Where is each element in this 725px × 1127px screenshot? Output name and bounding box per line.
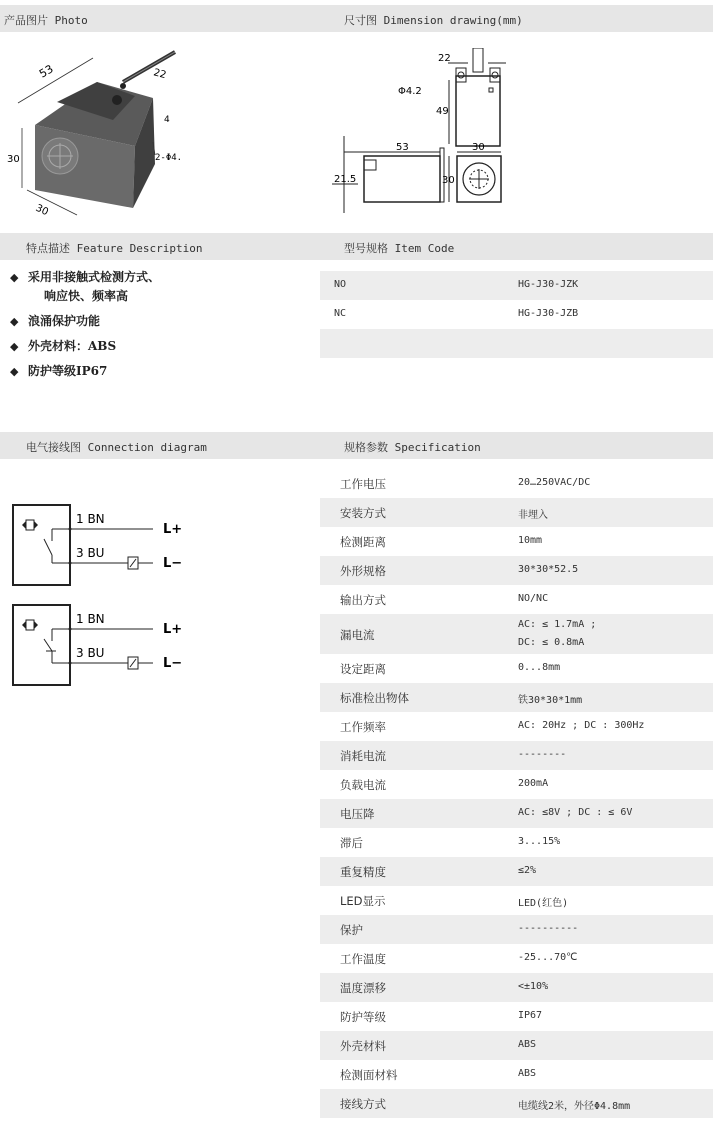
table-row bbox=[320, 741, 713, 770]
spec-key: 温度漂移 bbox=[340, 981, 386, 995]
table-row bbox=[320, 585, 713, 614]
connection-diagram bbox=[8, 495, 218, 695]
d1-bu-label: 3 BU bbox=[76, 546, 105, 560]
table-row bbox=[320, 1031, 713, 1060]
d2-lminus-label: L− bbox=[163, 656, 183, 671]
photo-hole-label: 2-Φ4. bbox=[155, 153, 183, 163]
spec-key: 负载电流 bbox=[340, 778, 386, 792]
table-row bbox=[320, 1060, 713, 1089]
table-row bbox=[320, 857, 713, 886]
diamond-bullet-icon: ◆ bbox=[10, 365, 19, 378]
spec-value: <±10% bbox=[518, 981, 549, 992]
model-code: HG-J30-JZB bbox=[518, 308, 579, 319]
spec-key: 保护 bbox=[340, 923, 363, 937]
spec-value: 10mm bbox=[518, 535, 543, 546]
dim-53-label: 53 bbox=[396, 142, 409, 153]
spec-value: NO/NC bbox=[518, 593, 549, 604]
spec-value: AC: 20Hz ; DC : 300Hz bbox=[518, 720, 645, 731]
table-row bbox=[320, 915, 713, 944]
model-code: HG-J30-JZK bbox=[518, 279, 579, 290]
spec-value: IP67 bbox=[518, 1010, 543, 1021]
connection-header-title: 电气接线图 Connection diagram bbox=[26, 441, 207, 454]
d2-bn-label: 1 BN bbox=[76, 612, 105, 626]
spec-key: 消耗电流 bbox=[340, 749, 386, 763]
photo-cable-label: 22 bbox=[152, 67, 168, 82]
spec-key: 外形规格 bbox=[340, 564, 386, 578]
spec-key: 工作电压 bbox=[340, 477, 386, 491]
specification-header bbox=[320, 432, 713, 459]
spec-value: 30*30*52.5 bbox=[518, 564, 579, 575]
d2-bu-label: 3 BU bbox=[76, 646, 105, 660]
spec-value: 非埋入 bbox=[518, 510, 548, 521]
feature-item bbox=[8, 362, 308, 381]
spec-value: AC: ≤8V ; DC : ≤ 6V bbox=[518, 807, 633, 818]
photo-header bbox=[0, 5, 320, 32]
product-photo bbox=[5, 40, 220, 222]
spec-value: ABS bbox=[518, 1039, 537, 1050]
photo-thickness-label: 4 bbox=[164, 115, 170, 125]
dim-30w-label: 30 bbox=[472, 142, 485, 153]
spec-value: LED(红色) bbox=[518, 898, 569, 909]
dim-top-label: 22 bbox=[438, 53, 451, 64]
spec-value: ABS bbox=[518, 1068, 537, 1079]
table-row bbox=[320, 654, 713, 683]
feature-text: 防护等级IP67 bbox=[28, 364, 108, 378]
dimension-drawing bbox=[328, 48, 518, 218]
d1-bn-label: 1 BN bbox=[76, 512, 105, 526]
spec-value: -------- bbox=[518, 749, 567, 760]
specification-header-title: 规格参数 Specification bbox=[344, 441, 481, 454]
table-row bbox=[320, 498, 713, 527]
dimension-header-title: 尺寸图 Dimension drawing(mm) bbox=[344, 14, 523, 27]
feature-text: 采用非接触式检测方式、 bbox=[28, 270, 161, 284]
table-row bbox=[320, 614, 713, 654]
table-row bbox=[320, 683, 713, 712]
spec-key: 电压降 bbox=[340, 807, 375, 821]
spec-key: 检测面材料 bbox=[340, 1068, 398, 1082]
dim-21-label: 21.5 bbox=[334, 174, 357, 185]
photo-header-title: 产品图片 Photo bbox=[4, 14, 88, 27]
spec-key: 滞后 bbox=[340, 836, 363, 850]
table-row bbox=[320, 944, 713, 973]
specification-table bbox=[320, 469, 713, 1118]
feature-text: 外壳材料：ABS bbox=[28, 339, 117, 353]
photo-width-label: 53 bbox=[37, 62, 56, 81]
table-row bbox=[320, 527, 713, 556]
table-row bbox=[320, 886, 713, 915]
dimension-header bbox=[320, 5, 713, 32]
spec-key: 重复精度 bbox=[340, 865, 386, 879]
spec-key: 工作温度 bbox=[340, 952, 386, 966]
spec-key: 外壳材料 bbox=[340, 1039, 386, 1053]
spec-value-line2: DC: ≤ 0.8mA bbox=[518, 637, 585, 648]
spec-value: -25...70℃ bbox=[518, 952, 578, 963]
feature-list bbox=[8, 268, 308, 387]
spec-key: 接线方式 bbox=[340, 1097, 386, 1111]
spec-key: 工作频率 bbox=[340, 720, 386, 734]
table-row bbox=[320, 556, 713, 585]
photo-depth-label: 30 bbox=[33, 202, 50, 219]
spec-value: ---------- bbox=[518, 923, 579, 934]
output-type: NO bbox=[334, 279, 347, 290]
nc-wiring-diagram bbox=[13, 605, 182, 685]
spec-key: 检测距离 bbox=[340, 535, 386, 549]
spec-key: 漏电流 bbox=[340, 628, 375, 642]
photo-height-label: 30 bbox=[7, 154, 20, 165]
spec-value: 铁30*30*1mm bbox=[518, 695, 583, 706]
feature-text: 浪涌保护功能 bbox=[28, 314, 101, 328]
feature-header-title: 特点描述 Feature Description bbox=[26, 242, 203, 255]
spec-value: 0...8mm bbox=[518, 662, 561, 673]
table-row bbox=[320, 300, 713, 329]
feature-item bbox=[8, 337, 308, 356]
dim-49-label: 49 bbox=[436, 106, 449, 117]
table-row bbox=[320, 1089, 713, 1118]
diamond-bullet-icon: ◆ bbox=[10, 340, 19, 353]
feature-item bbox=[8, 312, 308, 331]
spec-value: 200mA bbox=[518, 778, 549, 789]
item-code-header-title: 型号规格 Item Code bbox=[344, 242, 455, 255]
dim-diameter-label: Φ4.2 bbox=[398, 86, 422, 97]
table-row bbox=[320, 799, 713, 828]
diamond-bullet-icon: ◆ bbox=[10, 315, 19, 328]
feature-header bbox=[0, 233, 320, 260]
spec-key: 输出方式 bbox=[340, 593, 386, 607]
d2-lplus-label: L+ bbox=[163, 622, 183, 637]
table-row bbox=[320, 1002, 713, 1031]
spec-key: 设定距离 bbox=[340, 662, 386, 676]
spec-value: ≤2% bbox=[518, 865, 537, 876]
table-row bbox=[320, 712, 713, 741]
connection-header bbox=[0, 432, 320, 459]
d1-lminus-label: L− bbox=[163, 556, 183, 571]
dim-30h-label: 30 bbox=[442, 175, 455, 186]
item-code-table bbox=[320, 271, 713, 358]
feature-item bbox=[8, 268, 308, 306]
spec-value: 20…250VAC/DC bbox=[518, 477, 591, 488]
table-row bbox=[320, 271, 713, 300]
table-row bbox=[320, 469, 713, 498]
spec-key: LED显示 bbox=[340, 894, 386, 908]
item-code-header bbox=[320, 233, 713, 260]
output-type: NC bbox=[334, 308, 347, 319]
diamond-bullet-icon: ◆ bbox=[10, 271, 19, 284]
spec-value: AC: ≤ 1.7mA ; bbox=[518, 619, 597, 630]
table-row-empty bbox=[320, 329, 713, 358]
table-row bbox=[320, 973, 713, 1002]
table-row bbox=[320, 828, 713, 857]
spec-value: 3...15% bbox=[518, 836, 561, 847]
spec-key: 安装方式 bbox=[340, 506, 386, 520]
d1-lplus-label: L+ bbox=[163, 522, 183, 537]
no-wiring-diagram bbox=[13, 505, 182, 585]
spec-key: 防护等级 bbox=[340, 1010, 386, 1024]
table-row bbox=[320, 770, 713, 799]
spec-value: 电缆线2米，外径Φ4.8mm bbox=[518, 1101, 631, 1112]
feature-text-continued: 响应快、频率高 bbox=[44, 289, 129, 303]
spec-key: 标准检出物体 bbox=[340, 691, 409, 705]
